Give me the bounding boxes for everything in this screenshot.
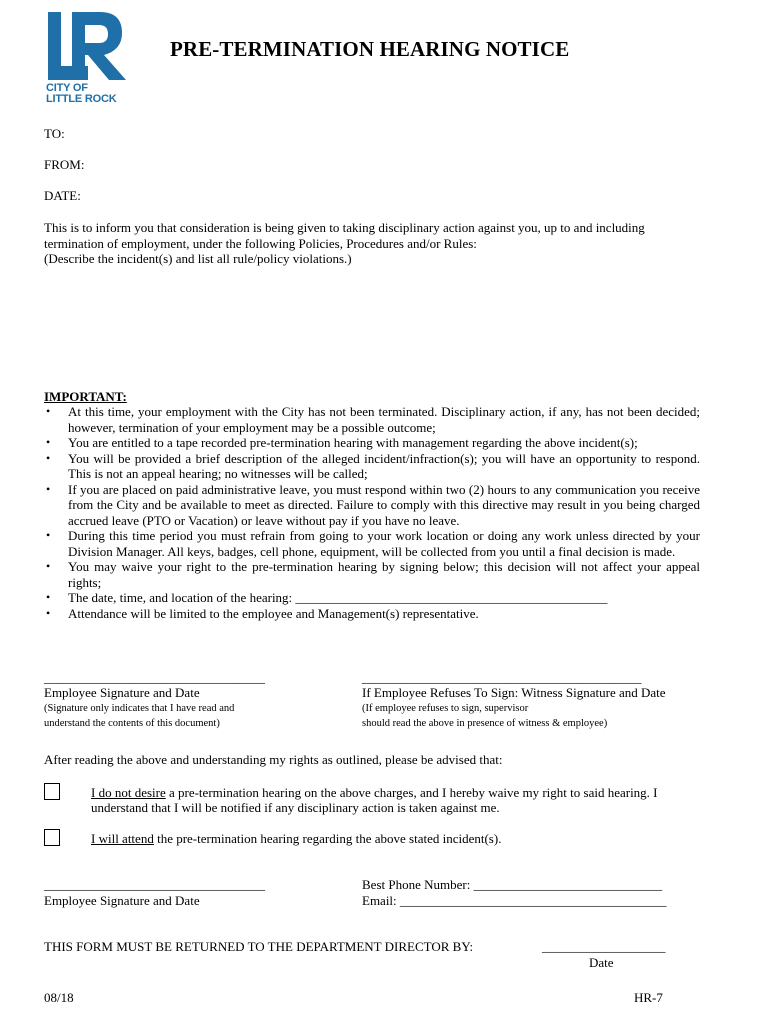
intro-line-2: termination of employment, under the following Policies, Procedures and/or Rules: [44, 236, 477, 251]
important-item: • At this time, your employment with the City has not been terminated. Disciplinary action, if any, has not been decided; however, termination of your employment may be a possible outcome; [44, 404, 700, 435]
attend-hearing-rest: the pre-termination hearing regarding the above stated incident(s). [153, 831, 502, 846]
witness-signature-label: If Employee Refuses To Sign: Witness Signature and Date [362, 685, 666, 700]
witness-signature-note-1: (If employee refuses to sign, supervisor [362, 703, 529, 714]
lr-logo-mark [44, 10, 130, 86]
employee-signature-label-2: Employee Signature and Date [44, 893, 200, 908]
from-field: FROM: [44, 157, 85, 172]
important-list [44, 404, 700, 621]
logo-line-1: CITY OF [46, 82, 88, 94]
advise-text: After reading the above and understanding my rights as outlined, please be advised that: [44, 752, 503, 767]
employee-signature-label: Employee Signature and Date [44, 685, 200, 700]
waive-hearing-rest: a pre-termination hearing on the above charges, and I hereby waive my right to said hearing. I [165, 785, 658, 800]
email-field[interactable]: Email: _________________________________________ [362, 893, 667, 908]
witness-signature-note-2: should read the above in presence of witness & employee) [362, 718, 608, 729]
important-item: • During this time period you must refrain from going to your work location or doing any work unless directed by your Division Manager. All keys, badges, cell phone, equipment, will be collected from you until a final decision is made. [44, 528, 700, 559]
page-title: PRE-TERMINATION HEARING NOTICE [170, 37, 570, 61]
employee-signature-line-2[interactable]: __________________________________ [44, 877, 265, 892]
important-item: • You may waive your right to the pre-termination hearing by signing below; this decision will not affect your appeal rights; [44, 559, 700, 590]
date-field: DATE: [44, 188, 81, 203]
logo-line-2: LITTLE ROCK [46, 93, 117, 105]
important-item: • Attendance will be limited to the employee and Management(s) representative. [44, 606, 700, 622]
form-number: HR-7 [634, 990, 663, 1005]
city-logo [44, 10, 130, 108]
waive-hearing-text-1 [91, 785, 658, 801]
important-item: • You will be provided a brief description of the alleged incident/infraction(s); you will have an opportunity to respond. This is not an appeal hearing; no witnesses will be called; [44, 451, 700, 482]
attend-hearing-checkbox[interactable] [44, 829, 60, 846]
return-date-label: Date [589, 955, 614, 970]
witness-signature-line[interactable]: ___________________________________________ [362, 670, 642, 685]
employee-signature-line[interactable]: __________________________________ [44, 670, 265, 685]
waive-hearing-lead: I do not desire [91, 785, 166, 800]
employee-signature-note-1: (Signature only indicates that I have read and [44, 703, 235, 714]
best-phone-field[interactable]: Best Phone Number: _____________________________ [362, 877, 663, 892]
important-heading: IMPORTANT: [44, 389, 127, 404]
important-item: • You are entitled to a tape recorded pre-termination hearing with management regarding the above incident(s); [44, 435, 700, 451]
waive-hearing-text-2: understand that I will be notified if any disciplinary action is taken against me. [91, 800, 500, 815]
intro-line-3: (Describe the incident(s) and list all rule/policy violations.) [44, 251, 352, 266]
attend-hearing-lead: I will attend [91, 831, 154, 846]
intro-line-1: This is to inform you that consideration is being given to taking disciplinary action against you, up to and including [44, 220, 645, 235]
important-item: • The date, time, and location of the hearing: ________________________________________________ [44, 590, 700, 606]
to-field: TO: [44, 126, 65, 141]
waive-hearing-checkbox[interactable] [44, 783, 60, 800]
employee-signature-note-2: understand the contents of this document) [44, 718, 220, 729]
return-date-line[interactable]: ___________________ [542, 939, 666, 954]
return-instruction: THIS FORM MUST BE RETURNED TO THE DEPARTMENT DIRECTOR BY: [44, 939, 474, 954]
important-item: • If you are placed on paid administrative leave, you must respond within two (2) hours to any communication you receive from the City and be available to meet as directed. Failure to comply with this directive may result in you being charged accrued leave (PTO or Vacation) or leave without pay if you have no leave. [44, 482, 700, 529]
attend-hearing-text [91, 831, 501, 847]
form-date-code: 08/18 [44, 990, 74, 1005]
